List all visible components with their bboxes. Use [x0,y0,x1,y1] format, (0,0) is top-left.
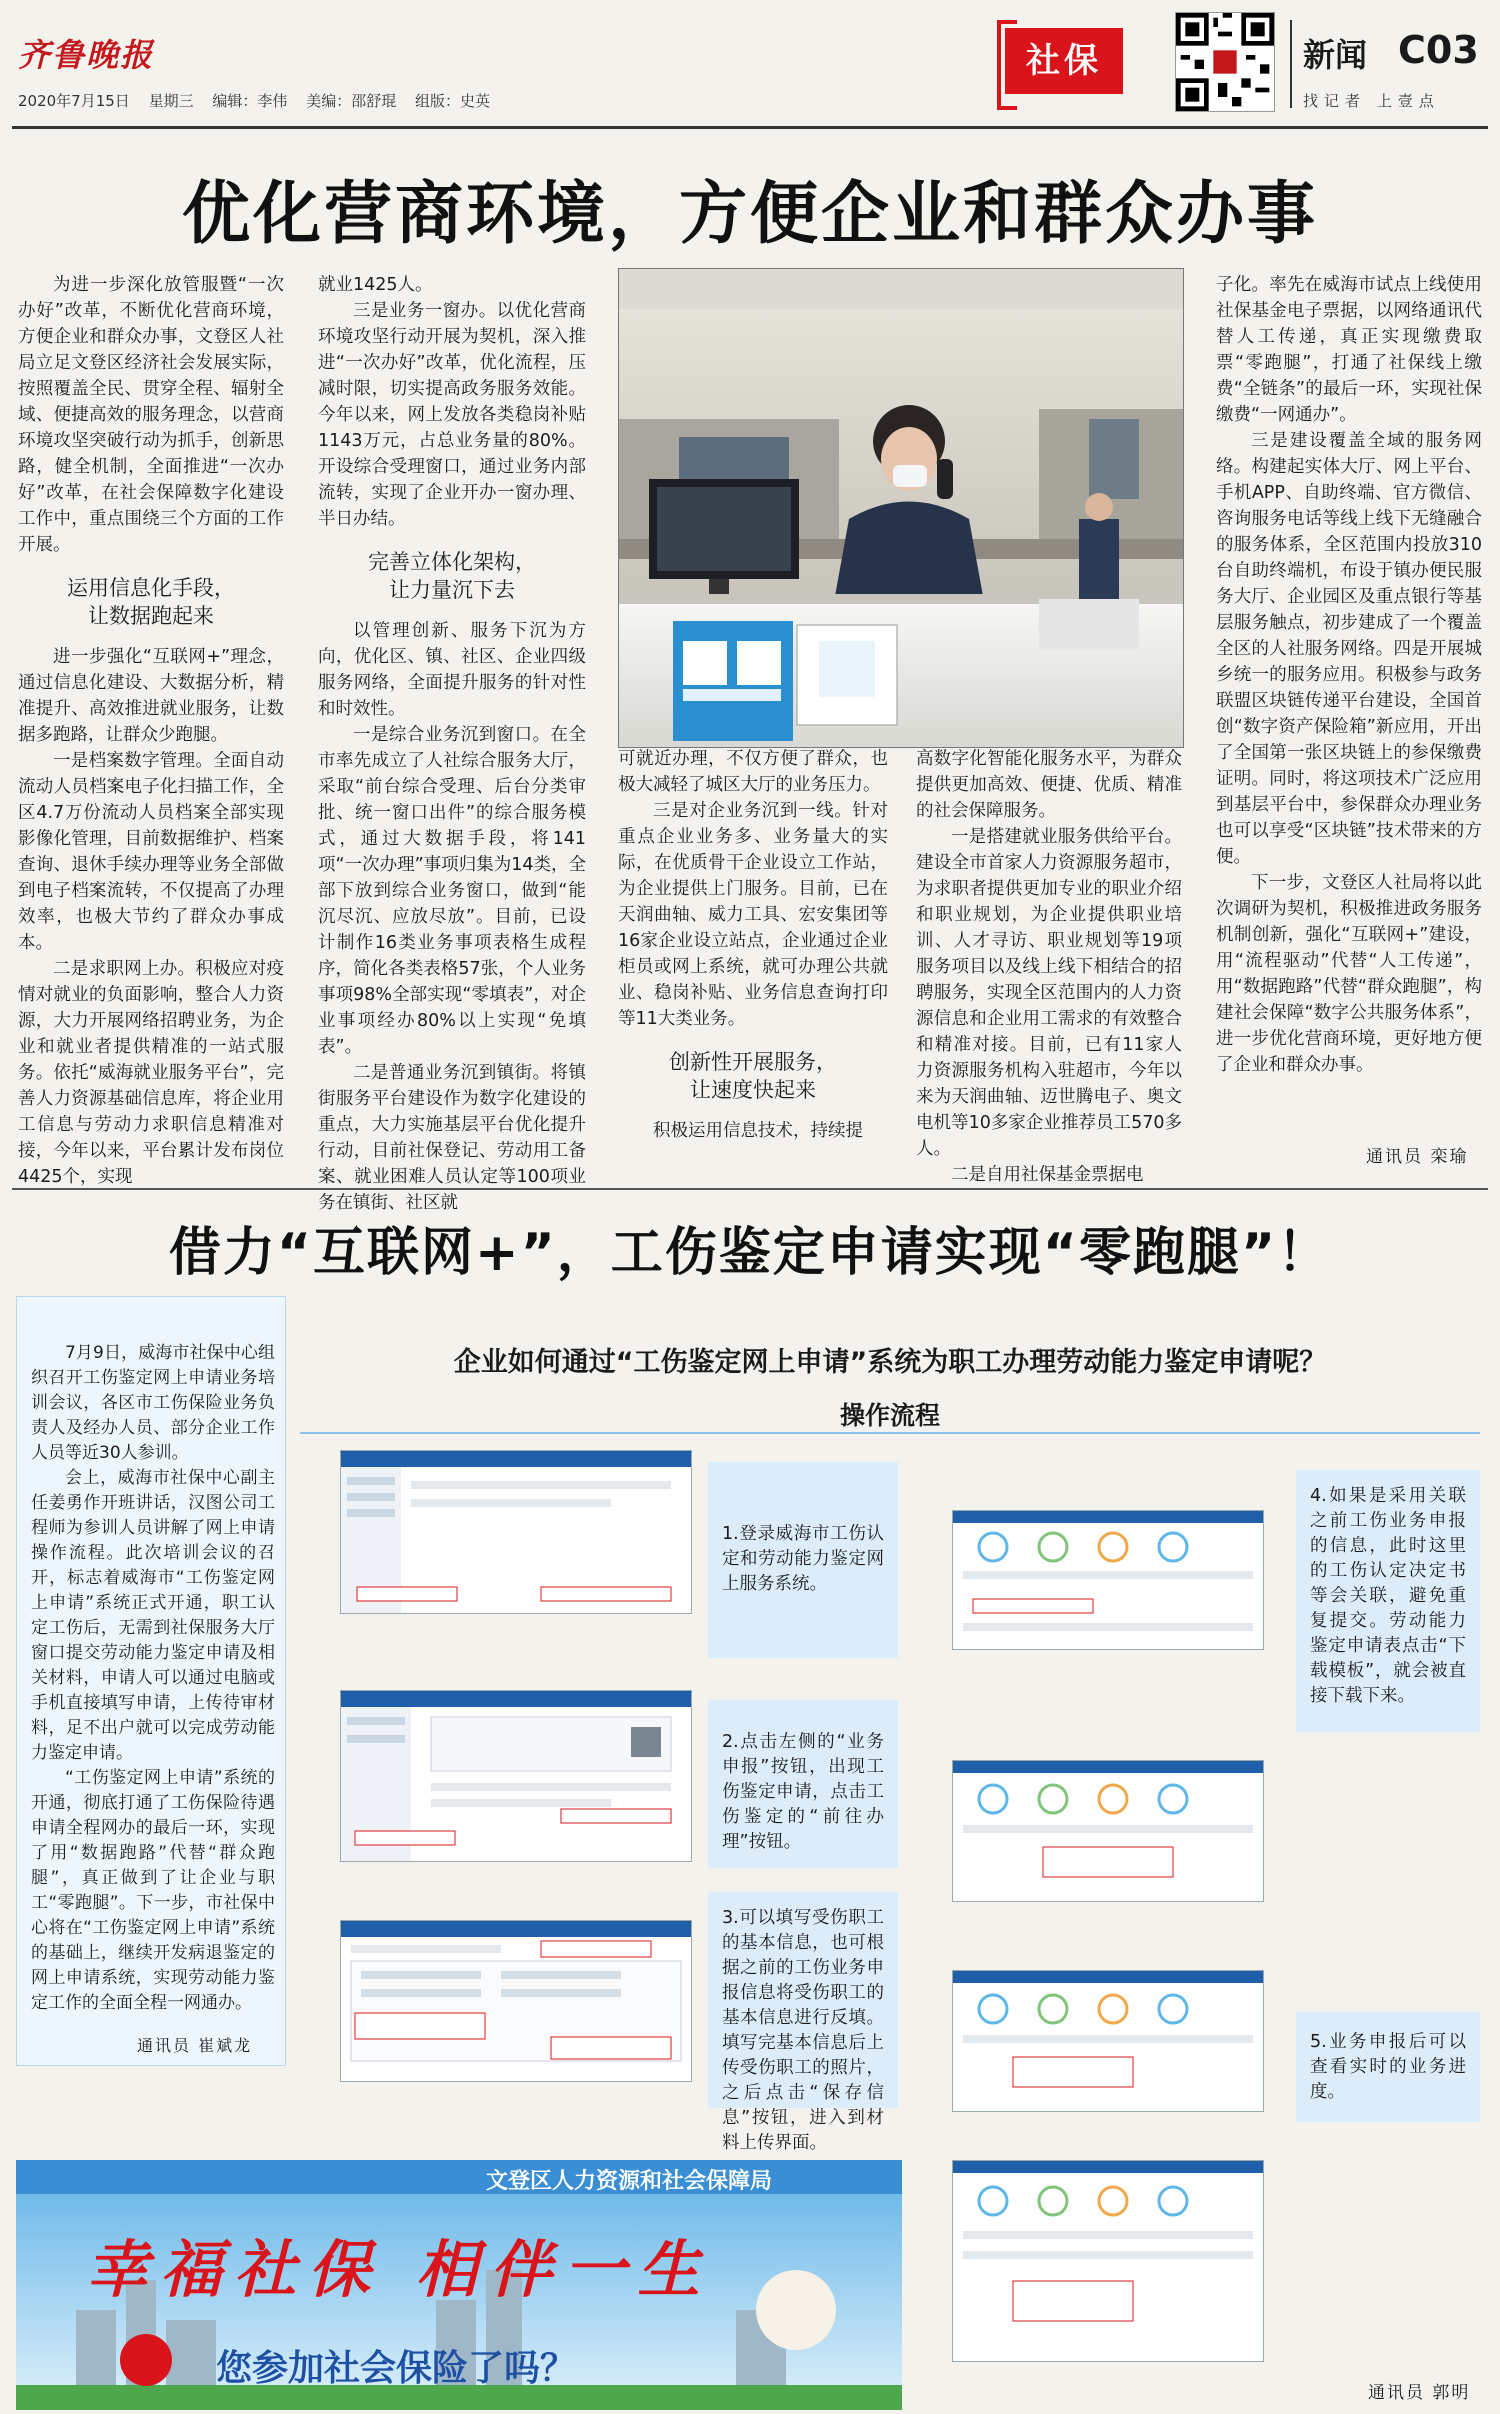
article1-column-1 [18,272,284,1190]
article2-sidebar-text [31,1341,275,2016]
subheading-line: 让力量沉下去 [389,578,515,602]
paragraph: 7月9日，威海市社保中心组织召开工伤鉴定网上申请业务培训会议，各区市工伤保险业务负责人及经办人员、部分企业工作人员等近30人参训。 [31,1343,275,1463]
article1-headline: 优化营商环境，方便企业和群众办事 [181,175,1318,254]
process-step-4: 4.如果是采用关联之前工伤业务申报的信息，此时这里的工伤认定决定书等会关联，避免重复提交。劳动能力鉴定申请表点击“下载模板”，就会被直接下载下来。 [1296,1470,1480,1732]
paragraph: “工伤鉴定网上申请”系统的开通，彻底打通了工伤保险待遇申请全程网办的最后一环，实现了用“数据跑路”代替“群众跑腿”，真正做到了让企业与职工“零跑腿”。下一步，市社保中心将在“工伤鉴定网上申请”系统的基础上，继续开发病退鉴定的网上申请系统，实现劳动能力鉴定工作的全面全程一网通办。 [31,1768,275,2013]
paragraph: 二是普通业务沉到镇街。将镇街服务平台建设作为数字化建设的重点，大力实施基层平台优化提升行动，目前社保登记、劳动用工备案、就业困难人员认定等100项业务在镇街、社区就 [318,1063,586,1213]
banner-question: 您参加社会保险了吗？ [216,2348,577,2389]
screenshot-fill-info [340,1920,692,2082]
subheading-line: 让速度快起来 [690,1078,816,1102]
banner-organization: 文登区人力资源和社会保障局 [486,2169,773,2194]
screenshot-progress-3 [952,2160,1264,2362]
screenshot-login [340,1450,692,1614]
page-number: C03 [1398,28,1479,72]
article1-column-5 [1216,272,1482,1078]
section-tab: 社保 [1005,28,1123,94]
article1-column-2 [318,272,586,1216]
paragraph: 一是档案数字管理。全面自动流动人员档案电子化扫描工作，全区4.7万份流动人员档案全部实现影像化管理，目前数据维护、档案查询、退休手续办理等业务全部做到电子档案流转，不仅提高了办理效率，也极大节约了群众办事成本。 [18,751,284,953]
process-subtitle: 操作流程 [839,1401,940,1430]
subheading-line: 完善立体化架构， [368,550,536,574]
issue-meta [18,90,504,111]
process-step-1: 1.登录威海市工伤认定和劳动能力鉴定网上服务系统。 [708,1462,898,1658]
subheading-line: 让数据跑起来 [88,604,214,628]
screenshot-progress-1 [952,1760,1264,1902]
article2-sidebar-credit: 通讯员 崔斌龙 [137,2036,253,2055]
qr-code-icon [1175,12,1275,112]
process-step-5: 5.业务申报后可以查看实时的业务进度。 [1296,2012,1480,2122]
service-hall-photo [618,268,1184,748]
article2-sidebar [16,1296,286,2066]
banner-slogan: 幸福社保 相伴一生 [86,2233,712,2306]
subheading [18,574,284,630]
section-rule [12,1188,1488,1190]
article1-column-4 [916,746,1182,1188]
paragraph: 二是自用社保基金票据电 [951,1165,1144,1185]
paragraph: 进一步强化“互联网+”理念，通过信息化建设、大数据分析，精准提升、高效推进就业服务，让数据多跑路，让群众少跑腿。 [18,647,284,745]
paragraph: 一是搭建就业服务供给平台。建设全市首家人力资源服务超市，为求职者提供更加专业的职业介绍和职业规划，为企业提供职业培训、人才寻访、职业规划等19项服务项目以及线上线下相结合的招聘服务，实现全区范围内的人力资源信息和企业用工需求的有效整合和精准对接。目前，已有11家人力资源服务机构入驻超市，今年以来为天润曲轴、迈世腾电子、奥文电机等10多家企业推荐员工570多人。 [916,827,1182,1159]
subheading-line: 创新性开展服务， [669,1050,837,1074]
screenshot-business-apply [340,1690,692,1862]
paragraph: 以管理创新、服务下沉为方向，优化区、镇、社区、企业四级服务网络，全面提升服务的针对性和时效性。 [318,621,586,719]
paragraph: 三是业务一窗办。以优化营商环境攻坚行动开展为契机，深入推进“一次办好”改革，优化流程，压减时限，切实提高政务服务效能。今年以来，网上发放各类稳岗补贴1143万元，占总业务量的80%。开设综合受理窗口，通过业务内部流转，实现了企业开办一窗办理、半日办结。 [318,301,586,529]
paragraph: 高数字化智能化服务水平，为群众提供更加高效、便捷、优质、精准的社会保障服务。 [916,749,1182,821]
subheading [318,548,586,604]
paragraph: 子化。率先在威海市试点上线使用社保基金电子票据，以网络通讯代替人工传递，真正实现缴费取票“零跑腿”，打通了社保线上缴费“全链条”的最后一环，实现社保缴费“一网通办”。 [1216,275,1482,425]
issue-date: 2020年7月15日 [18,92,130,110]
masthead-slogan: 找记者 上壹点 [1303,92,1440,110]
paragraph: 下一步，文登区人社局将以此次调研为契机，积极推进政务服务机制创新，强化“互联网+”建设，用“流程驱动”代替“人工传递”，用“数据跑路”代替“群众跑腿”，构建社会保障“数字公共服务体系”，进一步优化营商环境，更好地方便了企业和群众办事。 [1216,873,1482,1075]
paragraph: 积极运用信息技术，持续提 [653,1121,863,1141]
paragraph: 一是综合业务沉到窗口。在全市率先成立了人社综合服务大厅，采取“前台综合受理、后台分类审批、统一窗口出件”的综合服务模式，通过大数据手段，将141项“一次办理”事项归集为14类，全部下放到综合业务窗口，做到“能沉尽沉、应放尽放”。目前，已设计制作16类业务事项表格生成程序，简化各类表格57张，个人业务事项98%全部实现“零填表”，对企业事项经办80%以上实现“免填表”。 [318,725,586,1057]
process-step-2: 2.点击左侧的“业务申报”按钮，出现工伤鉴定申请，点击工伤鉴定的“前往办理”按钮。 [708,1700,898,1868]
masthead-divider [1290,20,1292,108]
paragraph: 三是对企业务沉到一线。针对重点企业业务多、业务量大的实际，在优质骨干企业设立工作站，为企业提供上门服务。目前，已在天润曲轴、威力工具、宏安集团等16家企业设立站点，企业通过企业柜员或网上系统，就可办理公共就业、稳岗补贴、业务信息查询打印等11大类业务。 [618,801,888,1029]
paragraph: 二是求职网上办。积极应对疫情对就业的负面影响，整合人力资源，大力开展网络招聘业务，为企业和就业者提供精准的一站式服务。依托“威海就业服务平台”，完善人力资源基础信息库，将企业用工信息与劳动力求职信息精准对接，今年以来，平台累计发布岗位4425个，实现 [18,959,284,1187]
article1-credit: 通讯员 栾瑜 [1366,1147,1469,1167]
screenshot-progress-2 [952,1970,1264,2112]
article2-headline: 借力“互联网+”，工伤鉴定申请实现“零跑腿”！ [168,1223,1332,1283]
paragraph: 可就近办理，不仅方便了群众，也极大减轻了城区大厅的业务压力。 [618,749,888,795]
paragraph: 会上，威海市社保中心副主任姜勇作开班讲话，汉图公司工程师为参训人员讲解了网上申请操作流程。此次培训会议的召开，标志着威海市“工伤鉴定网上申请”系统正式开通，职工认定工伤后，无需到社保服务大厅窗口提交劳动能力鉴定申请及相关材料，申请人可以通过电脑或手机直接填写申请，上传待审材料，足不出户就可以完成劳动能力鉴定申请。 [31,1468,275,1763]
paragraph: 为进一步深化放管服暨“一次办好”改革，不断优化营商环境，方便企业和群众办事，文登区人社局立足文登区经济社会发展实际，按照覆盖全民、贯穿全程、辐射全域、便捷高效的服务理念，以营商环境攻坚突破行动为抓手，创新思路，健全机制，全面推进“一次办好”改革，在社会保障数字化建设工作中，重点围绕三个方面的工作开展。 [18,275,284,555]
editor: 编辑：李伟 [212,92,288,110]
subheading-line: 运用信息化手段， [67,576,235,600]
screenshot-materials-upload [952,1510,1264,1650]
paragraph: 三是建设覆盖全域的服务网络。构建起实体大厅、网上平台、手机APP、自助终端、官方微信、咨询服务电话等线上线下无缝融合的服务体系，全区范围内投放310台自助终端机，布设于镇办便民服务大厅、企业园区及重点银行等基层服务触点，初步建成了一个覆盖全区的人社服务网络。四是开展城乡统一的服务应用。积极参与政务联盟区块链传递平台建设，全国首创“数字资产保险箱”新应用，开出了全国第一张区块链上的参保缴费证明。同时，将这项技术广泛应用到基层平台中，参保群众办理业务也可以享受“区块链”技术带来的方便。 [1216,431,1482,867]
layout-editor: 组版：史英 [414,92,490,110]
social-insurance-banner [16,2160,902,2410]
issue-weekday: 星期三 [148,92,194,110]
subheading [618,1048,888,1104]
process-rule [300,1432,1480,1434]
art-editor: 美编：邵舒琨 [306,92,397,110]
news-label: 新闻 [1303,36,1368,74]
paragraph: 就业1425人。 [318,275,433,295]
newspaper-logo: 齐鲁晚报 [18,36,155,74]
process-step-3: 3.可以填写受伤职工的基本信息，也可根据之前的工伤业务申报信息将受伤职工的基本信息进行反填。填写完基本信息后上传受伤职工的照片，之后点击“保存信息”按钮，进入到材料上传界面。 [708,1892,898,2108]
masthead-rule [12,126,1488,129]
process-title: 企业如何通过“工伤鉴定网上申请”系统为职工办理劳动能力鉴定申请呢？ [453,1347,1327,1378]
article2-credit: 通讯员 郭明 [1368,2383,1471,2403]
article1-column-3 [618,746,888,1144]
